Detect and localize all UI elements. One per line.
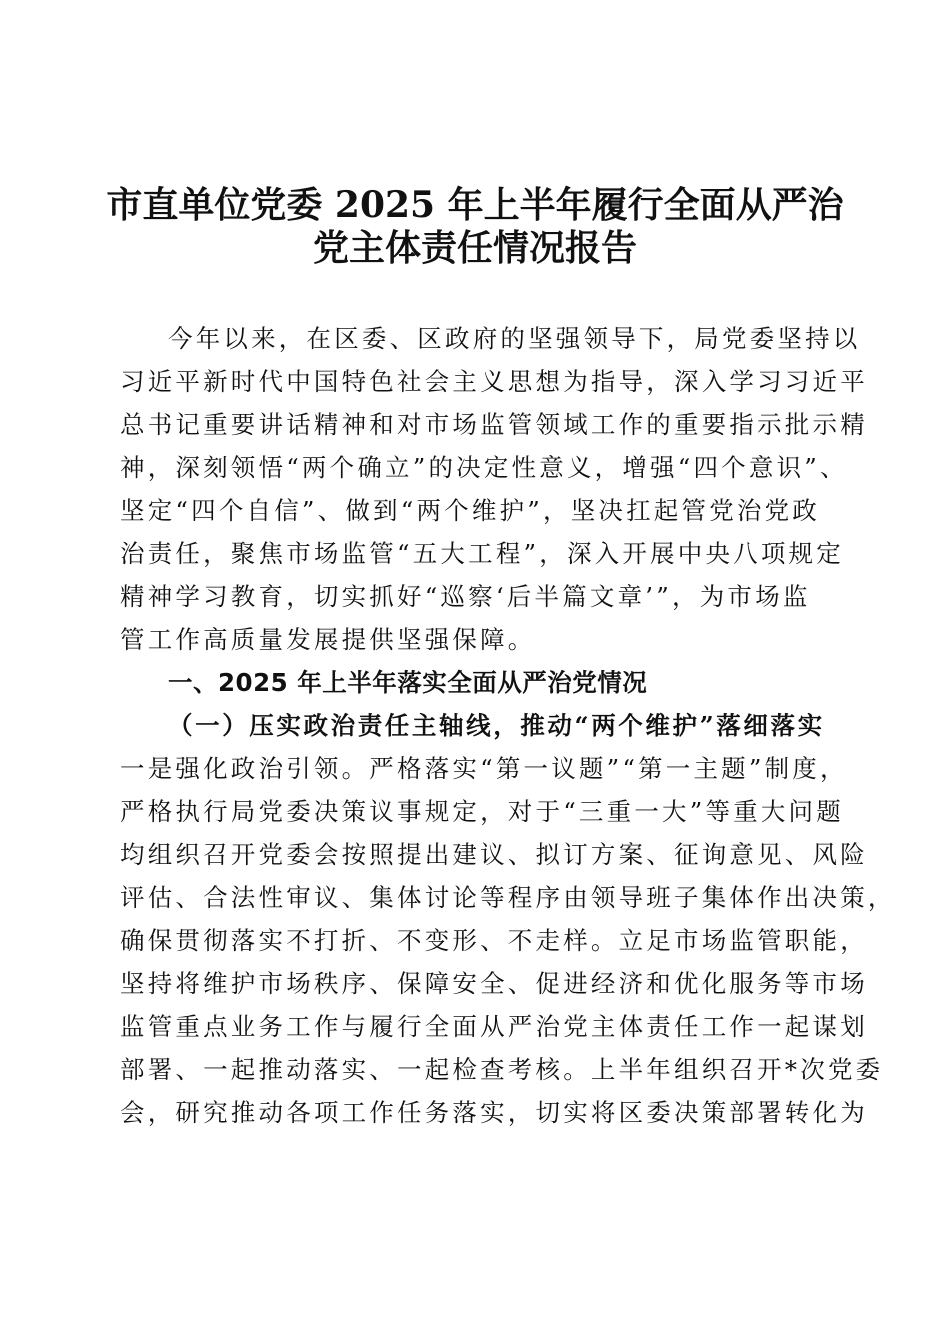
section-1-heading: 一、2025 年上半年落实全面从严治党情况	[168, 668, 648, 697]
paragraph-2-line: 坚持将维护市场秩序、保障安全、促进经济和优化服务等市场	[120, 969, 868, 998]
paragraph-1-line: 总书记重要讲话精神和对市场监管领域工作的重要指示批示精	[120, 410, 868, 439]
paragraph-1-line: 管工作高质量发展提供坚强保障。	[120, 625, 536, 654]
paragraph-1-line: 神，深刻领悟“两个确立”的决定性意义，增强“四个意识”、	[120, 453, 848, 482]
subsection-1-heading: （一）压实政治责任主轴线，推动“两个维护”落细落实	[168, 711, 825, 740]
document-body	[120, 317, 896, 1134]
paragraph-1-line: 习近平新时代中国特色社会主义思想为指导，深入学习习近平	[120, 367, 868, 396]
document-title-line-2: 党主体责任情况报告	[312, 227, 637, 269]
paragraph-1-line: 精神学习教育，切实抓好“巡察‘后半篇文章’”，为市场监	[120, 582, 811, 611]
paragraph-2-line: 严格执行局党委决策议事规定，对于“三重一大”等重大问题	[120, 797, 844, 826]
paragraph-2-line: 会，研究推动各项工作任务落实，切实将区委决策部署转化为	[120, 1098, 868, 1127]
paragraph-2-line: 均组织召开党委会按照提出建议、拟订方案、征询意见、风险	[120, 840, 868, 869]
paragraph-2-line: 一是强化政治引领。严格落实“第一议题”“第一主题”制度，	[120, 754, 848, 783]
paragraph-2-line: 监管重点业务工作与履行全面从严治党主体责任工作一起谋划	[120, 1012, 868, 1041]
document-title-line-1: 市直单位党委 2025 年上半年履行全面从严治	[106, 184, 844, 226]
paragraph-2-line: 确保贯彻落实不打折、不变形、不走样。立足市场监管职能，	[120, 926, 868, 955]
paragraph-1-line: 坚定“四个自信”、做到“两个维护”，坚决扛起管党治党政	[120, 496, 820, 525]
paragraph-2-line: 评估、合法性审议、集体讨论等程序由领导班子集体作出决策，	[120, 883, 896, 912]
paragraph-2-line: 部署、一起推动落实、一起检查考核。上半年组织召开*次党委	[120, 1055, 884, 1084]
paragraph-1-line: 治责任，聚焦市场监管“五大工程”，深入开展中央八项规定	[120, 539, 844, 568]
paragraph-1-line: 今年以来，在区委、区政府的坚强领导下，局党委坚持以	[168, 324, 861, 353]
